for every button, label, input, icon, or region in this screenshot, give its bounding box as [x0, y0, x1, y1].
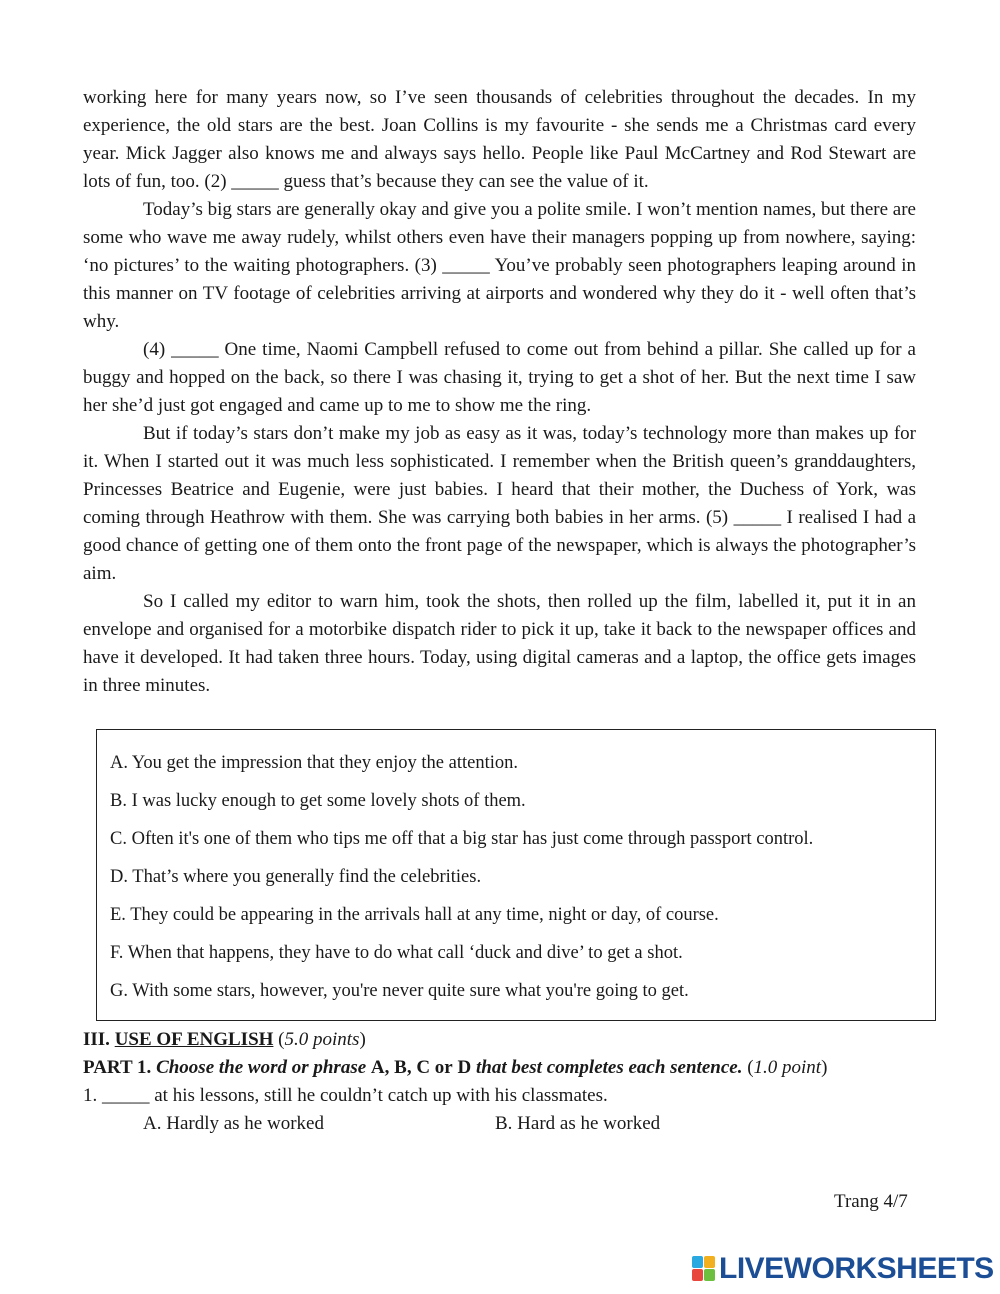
question-1-choices	[143, 1110, 916, 1138]
part1-instr-a: Choose the word or phrase	[156, 1057, 367, 1078]
part1-letter-d: D	[457, 1057, 472, 1078]
question-1-choice-a: A. Hardly as he worked	[143, 1113, 324, 1134]
part1-points: 1.0 point	[753, 1057, 822, 1078]
options-box	[96, 729, 936, 1021]
section-points-close: )	[359, 1029, 366, 1050]
section-points-open: (	[278, 1029, 285, 1050]
option-e: E. They could be appearing in the arrivals hall at any time, night or day, of course.	[110, 905, 719, 925]
passage-paragraph-4: But if today’s stars don’t make my job as easy as it was, today’s technology more than makes up for it. When I started out it was much less sophisticated. I remember when the British queen’s granddaughters, Princesses Beatrice and Eugenie, were just babies. I heard that their mother, the Duchess of York, was coming through Heathrow with them. She was carrying both babies in her arms. (5) _____ I realised I had a good chance of getting one of them onto the front page of the newspaper, which is always the photographer’s aim.	[83, 423, 916, 584]
passage-paragraph-3: (4) _____ One time, Naomi Campbell refused to come out from behind a pillar. She called up for a buggy and hopped on the back, so there I was chasing it, trying to get a shot of her. But the next time I saw her she’d just got engaged and came up to me to show me the ring.	[83, 339, 916, 416]
part1-instr-b: that best completes each sentence.	[475, 1057, 743, 1078]
liveworksheets-logo-icon	[692, 1256, 716, 1282]
section-title: USE OF ENGLISH	[114, 1029, 274, 1050]
part1-points-close: )	[821, 1057, 828, 1078]
passage-paragraph-2: Today’s big stars are generally okay and give you a polite smile. I won’t mention names, but there are some who wave me away rudely, whilst others even have their managers popping up from nowhere, saying: ‘no pictures’ to the waiting photographers. (3) _____ You’ve probably seen photographers leaping around in this manner on TV footage of celebrities arriving at airports and wondered why they do it - well often that’s why.	[83, 199, 916, 332]
section-number: III.	[83, 1029, 110, 1050]
section-points: 5.0 points	[284, 1029, 360, 1050]
option-f: F. When that happens, they have to do what call ‘duck and dive’ to get a shot.	[110, 943, 683, 963]
part1-letters: A, B, C	[370, 1057, 431, 1078]
part1-label: PART 1.	[83, 1057, 152, 1078]
question-1-choice-b: B. Hard as he worked	[495, 1113, 661, 1134]
part1-or: or	[434, 1057, 453, 1078]
option-b: B. I was lucky enough to get some lovely shots of them.	[110, 791, 526, 811]
liveworksheets-logo[interactable]	[692, 1253, 994, 1285]
option-g: G. With some stars, however, you're never quite sure what you're going to get.	[110, 981, 689, 1001]
question-1-stem: 1. _____ at his lessons, still he couldn’t catch up with his classmates.	[83, 1085, 608, 1106]
section-heading	[83, 1026, 916, 1054]
option-d: D. That’s where you generally find the celebrities.	[110, 867, 482, 887]
liveworksheets-logo-text: LIVEWORKSHEETS	[719, 1252, 994, 1285]
passage-paragraph-1: working here for many years now, so I’ve seen thousands of celebrities throughout the decades. In my experience, the old stars are the best. Joan Collins is my favourite - she sends me a Christmas card every year. Mick Jagger also knows me and always says hello. People like Paul McCartney and Rod Stewart are lots of fun, too. (2) _____ guess that’s because they can see the value of it.	[83, 87, 916, 192]
option-c: C. Often it's one of them who tips me off that a big star has just come through passport control.	[110, 829, 814, 849]
reading-passage	[83, 84, 916, 700]
part1-instruction	[83, 1054, 916, 1082]
passage-paragraph-5: So I called my editor to warn him, took the shots, then rolled up the film, labelled it, put it in an envelope and organised for a motorbike dispatch rider to pick it up, take it back to the newspaper offices and have it developed. It had taken three hours. Today, using digital cameras and a laptop, the office gets images in three minutes.	[83, 591, 916, 696]
part1-points-open: (	[747, 1057, 754, 1078]
option-a: A. You get the impression that they enjoy the attention.	[110, 753, 518, 773]
use-of-english-section	[83, 1026, 916, 1138]
page-number: Trang 4/7	[834, 1191, 908, 1212]
